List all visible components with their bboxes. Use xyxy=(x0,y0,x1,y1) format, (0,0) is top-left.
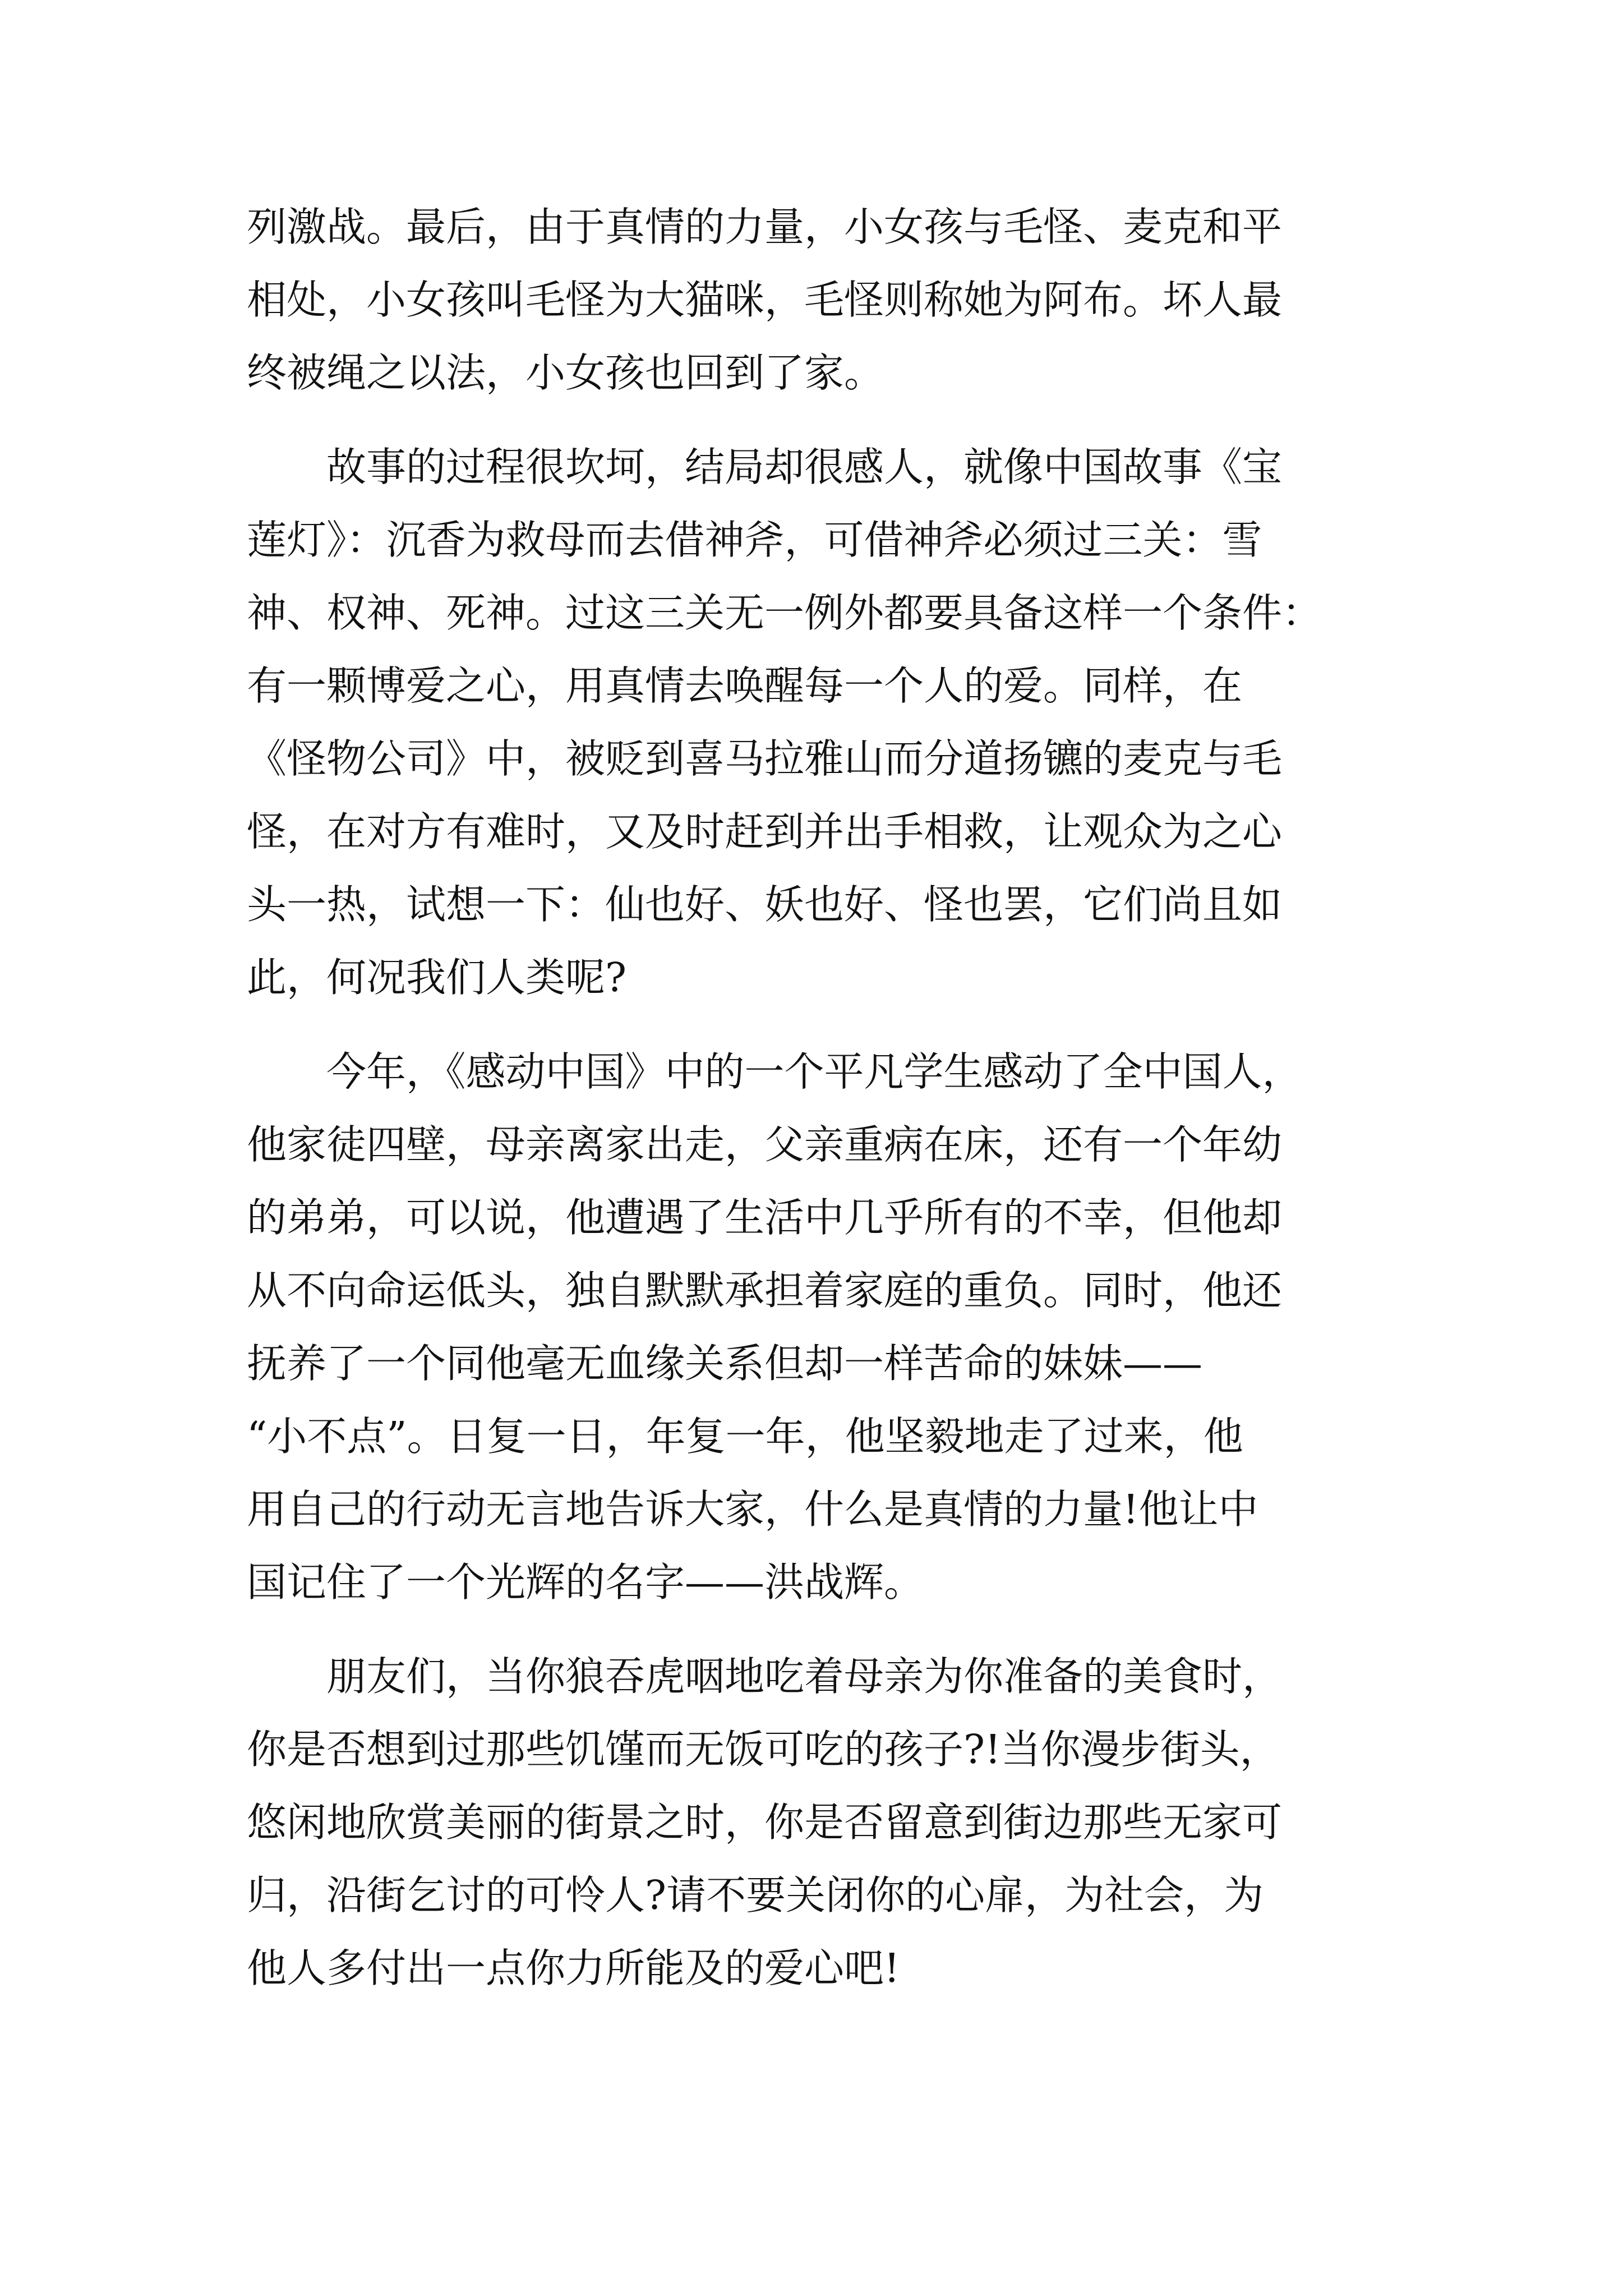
paragraph xyxy=(247,191,1385,409)
text-line: 用自己的行动无言地告诉大家，什么是真情的力量!他让中 xyxy=(247,1486,1258,1533)
text-line: “小不点”。日复一日，年复一年，他坚毅地走了过来，他 xyxy=(247,1413,1243,1460)
paragraph xyxy=(247,1640,1385,2005)
paragraph xyxy=(247,1036,1385,1619)
text-line: 头一热，试想一下：仙也好、妖也好、怪也罢，它们尚且如 xyxy=(247,881,1283,928)
text-line: 神、权神、死神。过这三关无一例外都要具备这样一个条件： xyxy=(247,590,1322,636)
text-line: 抚养了一个同他毫无血缘关系但却一样苦命的妹妹—— xyxy=(247,1340,1203,1387)
text-line: 他家徒四壁，母亲离家出走，父亲重病在床，还有一个年幼 xyxy=(247,1121,1283,1168)
text-line: 他人多付出一点你力所能及的爱心吧! xyxy=(247,1945,900,1991)
text-line: 悠闲地欣赏美丽的街景之时，你是否留意到街边那些无家可 xyxy=(247,1799,1283,1846)
text-line: 相处，小女孩叫毛怪为大猫咪，毛怪则称她为阿布。坏人最 xyxy=(247,277,1283,323)
text-line: 莲灯》：沉香为救母而去借神斧，可借神斧必须过三关：雪 xyxy=(247,517,1262,563)
paragraph-spacer xyxy=(247,409,1385,431)
text-line: 《怪物公司》中，被贬到喜马拉雅山而分道扬镳的麦克与毛 xyxy=(247,735,1283,782)
text-line: 列激战。最后，由于真情的力量，小女孩与毛怪、麦克和平 xyxy=(247,204,1283,250)
text-line: 今年，《感动中国》中的一个平凡学生感动了全中国人， xyxy=(247,1048,1302,1095)
text-line: 国记住了一个光辉的名字——洪战辉。 xyxy=(247,1559,924,1605)
paragraph xyxy=(247,431,1385,1014)
text-line: 有一颗博爱之心，用真情去唤醒每一个人的爱。同样，在 xyxy=(247,662,1243,709)
paragraph-spacer xyxy=(247,1619,1385,1640)
text-line: 的弟弟，可以说，他遭遇了生活中几乎所有的不幸，但他却 xyxy=(247,1194,1283,1241)
text-line: 朋友们，当你狼吞虎咽地吃着母亲为你准备的美食时， xyxy=(247,1653,1283,1700)
text-line: 你是否想到过那些饥馑而无饭可吃的孩子?!当你漫步街头， xyxy=(247,1726,1280,1773)
document-body xyxy=(247,191,1385,2005)
text-line: 故事的过程很坎坷，结局却很感人，就像中国故事《宝 xyxy=(247,444,1283,490)
text-line: 归，沿街乞讨的可怜人?请不要关闭你的心扉，为社会，为 xyxy=(247,1872,1264,1918)
text-line: 此，何况我们人类呢? xyxy=(247,954,627,1001)
text-line: 从不向命运低头，独自默默承担着家庭的重负。同时，他还 xyxy=(247,1267,1283,1314)
text-line: 怪，在对方有难时，又及时赶到并出手相救，让观众为之心 xyxy=(247,808,1283,855)
paragraph-spacer xyxy=(247,1014,1385,1036)
text-line: 终被绳之以法，小女孩也回到了家。 xyxy=(247,349,884,396)
